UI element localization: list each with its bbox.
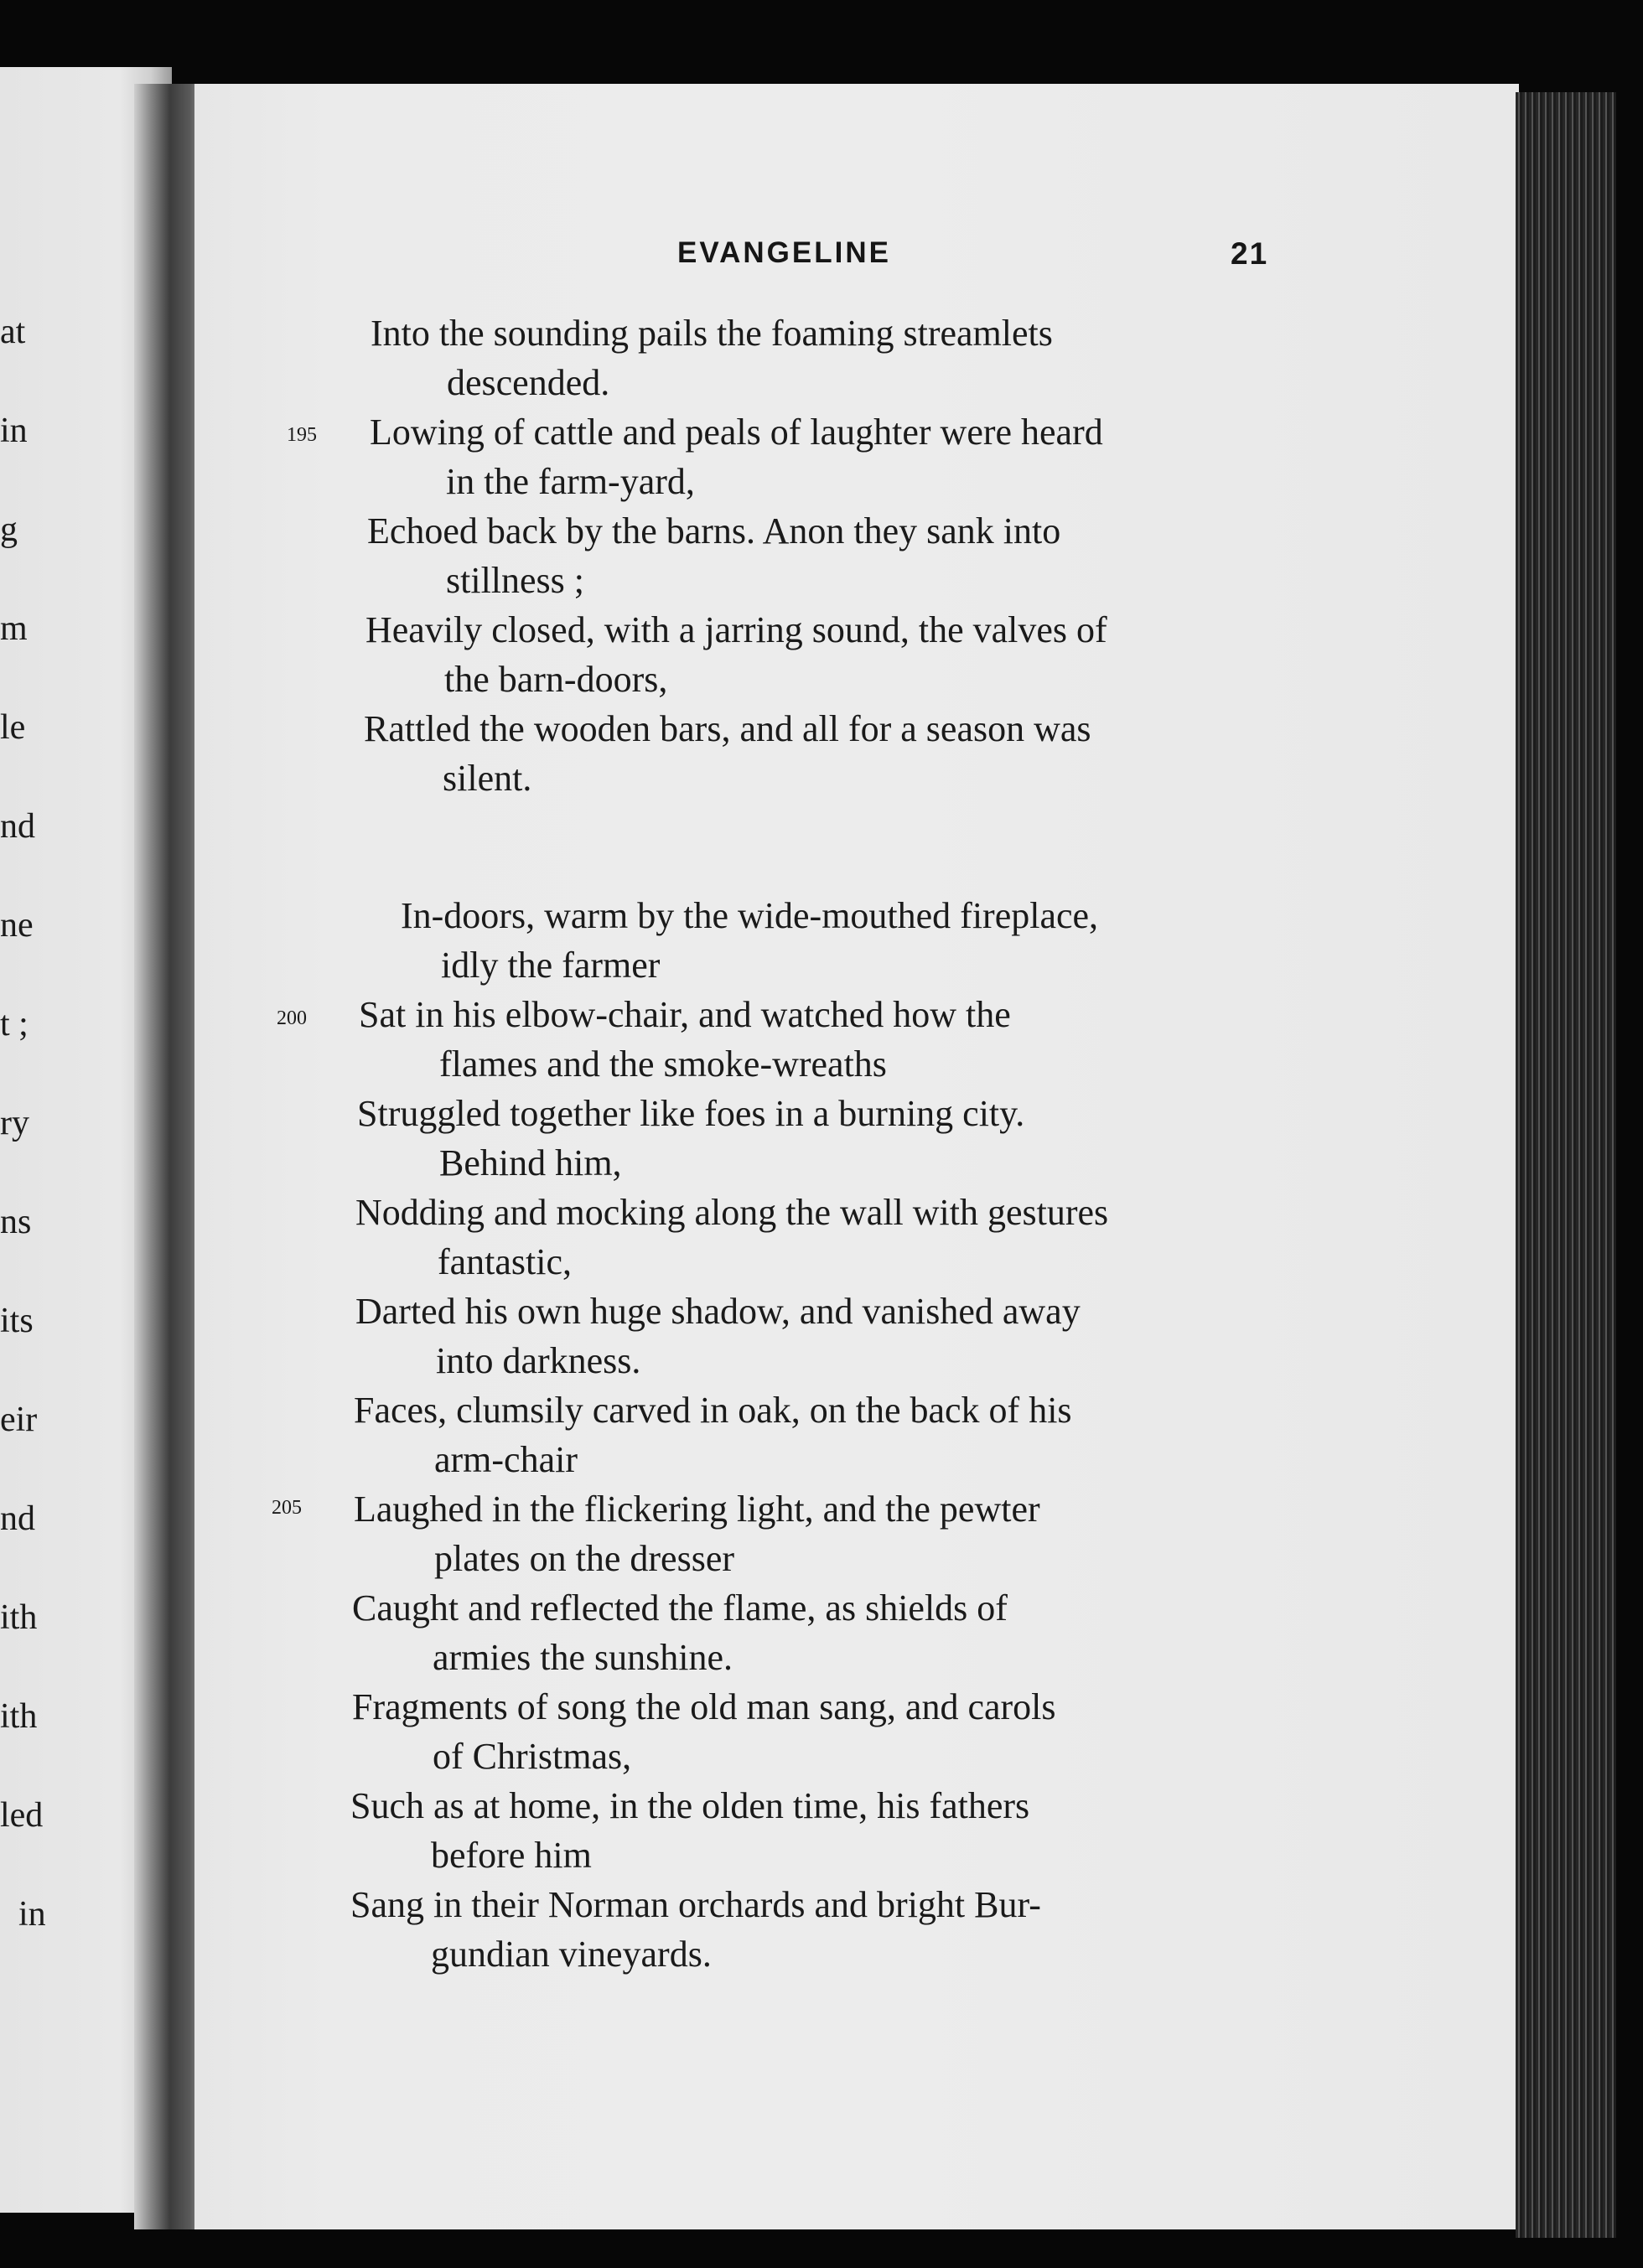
facing-page-fragment: ith: [0, 1697, 38, 1736]
poem-line-continuation: Behind him,: [439, 1142, 622, 1183]
facing-page-fragment: m: [0, 609, 28, 648]
poem-line: Heavily closed, with a jarring sound, the valves of: [365, 609, 1107, 650]
poem-line: Fragments of song the old man sang, and carols: [352, 1686, 1056, 1727]
poem-line: Faces, clumsily carved in oak, on the back of his: [354, 1390, 1072, 1431]
page-number: 21: [1231, 236, 1269, 271]
facing-page-fragment: t ;: [0, 1005, 29, 1043]
poem-line: Darted his own huge shadow, and vanished away: [355, 1291, 1081, 1332]
facing-page-fragment: le: [0, 708, 26, 747]
facing-page-fragment: nd: [0, 807, 35, 846]
poem-line: Caught and reflected the flame, as shields of: [352, 1587, 1008, 1629]
poem-line-continuation: gundian vineyards.: [431, 1934, 712, 1975]
poem-line-continuation: into darkness.: [436, 1340, 641, 1381]
line-number: 200: [277, 1007, 307, 1029]
poem-line-continuation: descended.: [447, 362, 610, 403]
poem-line-continuation: plates on the dresser: [434, 1538, 734, 1579]
poem-line: Nodding and mocking along the wall with gestures: [355, 1192, 1109, 1233]
poem-line-continuation: in the farm-yard,: [446, 461, 695, 502]
facing-page-fragment: in: [18, 1895, 46, 1934]
poem-line-continuation: fantastic,: [438, 1241, 573, 1282]
line-number: 205: [272, 1497, 302, 1519]
facing-page-fragment: led: [0, 1796, 44, 1835]
poem-line: Such as at home, in the olden time, his fathers: [350, 1785, 1030, 1826]
facing-page-fragment: ry: [0, 1104, 29, 1142]
facing-page-fragment: ne: [0, 906, 34, 945]
facing-page-fragment: ith: [0, 1598, 38, 1637]
poem-line: Lowing of cattle and peals of laughter were heard: [370, 412, 1103, 453]
poem-line-continuation: before him: [431, 1835, 592, 1876]
poem-line-continuation: silent.: [443, 758, 532, 799]
page-edges: [1516, 92, 1616, 2238]
poem-line: Sang in their Norman orchards and bright Bur-: [350, 1884, 1041, 1925]
running-title: EVANGELINE: [677, 236, 891, 269]
facing-page-fragment: nd: [0, 1499, 35, 1538]
poem-line: Rattled the wooden bars, and all for a season was: [364, 708, 1091, 749]
facing-page-fragment: in: [0, 412, 28, 450]
poem-line-continuation: stillness ;: [446, 560, 585, 601]
poem-line-continuation: idly the farmer: [441, 945, 661, 986]
poem-line: Sat in his elbow-chair, and watched how the: [359, 994, 1011, 1035]
poem-line: In-doors, warm by the wide-mouthed fireplace,: [401, 895, 1099, 936]
facing-page-fragment: its: [0, 1302, 34, 1340]
poem-line: Struggled together like foes in a burning city.: [357, 1093, 1025, 1134]
poem-line-continuation: the barn-doors,: [444, 659, 668, 700]
poem-line: Into the sounding pails the foaming streamlets: [371, 313, 1053, 354]
poem-line-continuation: flames and the smoke-wreaths: [439, 1043, 887, 1085]
facing-page-fragment: ns: [0, 1203, 32, 1241]
facing-page-fragment: eir: [0, 1401, 38, 1439]
facing-page-fragment: g: [0, 510, 18, 549]
poem-line: Echoed back by the barns. Anon they sank into: [367, 510, 1061, 551]
poem-line-continuation: arm-chair: [434, 1439, 578, 1480]
line-number: 195: [287, 424, 317, 446]
facing-page-fragment: at: [0, 313, 26, 351]
poem-line: Laughed in the flickering light, and the pewter: [354, 1489, 1040, 1530]
poem-line-continuation: of Christmas,: [433, 1736, 632, 1777]
poem-line-continuation: armies the sunshine.: [433, 1637, 733, 1678]
